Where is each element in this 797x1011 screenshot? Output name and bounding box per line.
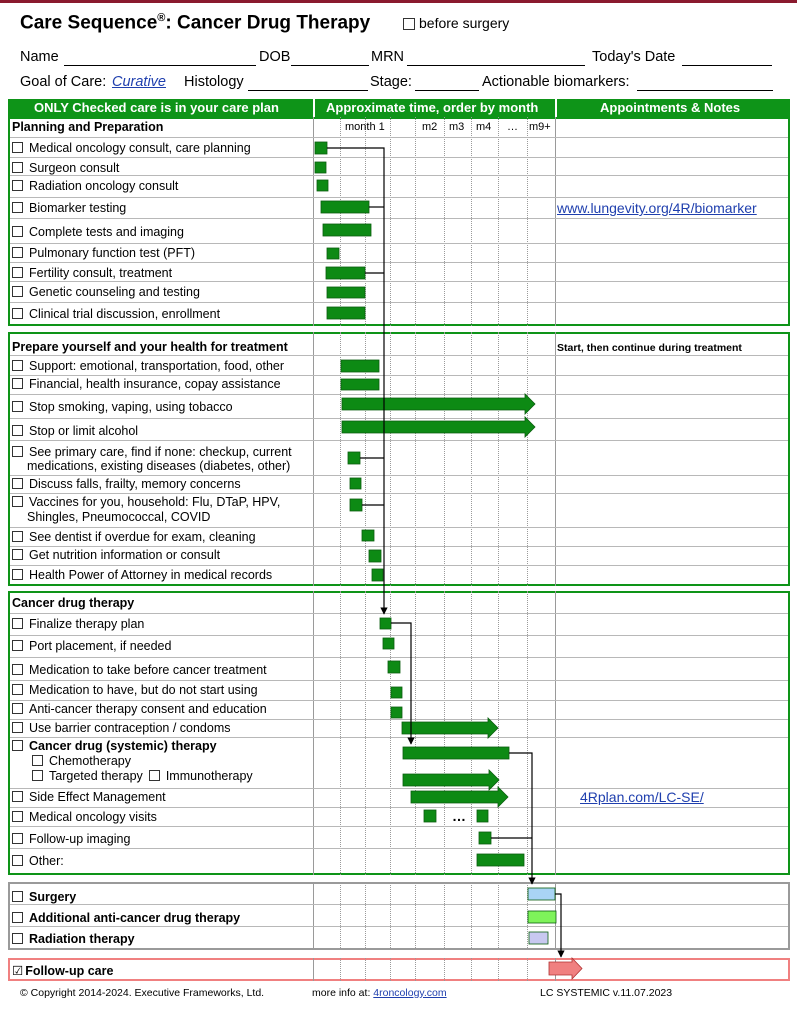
mrn-label: MRN bbox=[371, 49, 405, 65]
month-label: m9+ bbox=[529, 121, 551, 133]
care-item[interactable]: Other: bbox=[12, 855, 64, 868]
care-item[interactable]: Fertility consult, treatment bbox=[12, 267, 172, 280]
care-item[interactable]: Surgeon consult bbox=[12, 162, 119, 175]
timeline-bar bbox=[362, 530, 374, 541]
timeline-arrow bbox=[342, 417, 535, 437]
care-item[interactable]: Use barrier contraception / condoms bbox=[12, 722, 230, 735]
month-label: month 1 bbox=[345, 121, 385, 133]
timeline-bar bbox=[391, 687, 402, 698]
care-item[interactable]: Genetic counseling and testing bbox=[12, 286, 200, 299]
timeline-bar bbox=[341, 379, 379, 390]
month-label: … bbox=[507, 121, 518, 133]
radiation-bar bbox=[529, 932, 548, 944]
care-item[interactable]: Complete tests and imaging bbox=[12, 226, 184, 239]
timeline-arrow bbox=[411, 787, 508, 807]
care-item[interactable]: Pulmonary function test (PFT) bbox=[12, 247, 195, 260]
timeline-bar bbox=[323, 224, 371, 236]
before-surgery-label: before surgery bbox=[419, 15, 510, 31]
timeline-bar bbox=[317, 180, 328, 191]
care-item-surgery[interactable]: Surgery bbox=[12, 890, 76, 904]
care-item[interactable]: Medication to have, but do not start using bbox=[12, 684, 258, 697]
section-title-drug: Cancer drug therapy bbox=[12, 596, 135, 610]
care-item[interactable]: Medical oncology consult, care planning bbox=[12, 142, 251, 155]
stage-label: Stage: bbox=[370, 74, 412, 90]
care-item[interactable]: See dentist if overdue for exam, cleaning bbox=[12, 531, 256, 544]
care-item[interactable]: Medication to take before cancer treatment bbox=[12, 664, 267, 677]
histology-label: Histology bbox=[184, 74, 244, 90]
timeline-bar bbox=[383, 638, 394, 649]
col-plan-header: ONLY Checked care is in your care plan bbox=[34, 100, 279, 115]
dependency-arrow bbox=[555, 894, 561, 957]
timeline-bar bbox=[327, 307, 365, 319]
timeline-bar bbox=[479, 832, 491, 844]
care-item[interactable]: Medical oncology visits bbox=[12, 811, 157, 824]
biomarker-link[interactable]: www.lungevity.org/4R/biomarker bbox=[557, 200, 757, 216]
side-effect-link[interactable]: 4Rplan.com/LC-SE/ bbox=[580, 789, 704, 805]
care-item[interactable]: Biomarker testing bbox=[12, 202, 126, 215]
footer-link[interactable]: 4roncology.com bbox=[373, 987, 447, 999]
footer-more-info: more info at: 4roncology.com bbox=[312, 987, 447, 999]
care-item[interactable]: Stop or limit alcohol bbox=[12, 425, 138, 438]
care-item[interactable]: Follow-up imaging bbox=[12, 833, 130, 846]
additional-therapy-bar bbox=[528, 911, 556, 923]
page-title: Care Sequence®: Cancer Drug Therapy bbox=[20, 12, 371, 34]
name-label: Name bbox=[20, 49, 59, 65]
col-time-header: Approximate time, order by month bbox=[326, 100, 539, 115]
timeline-bar bbox=[403, 747, 509, 759]
dob-label: DOB bbox=[259, 49, 291, 65]
timeline-bar bbox=[369, 550, 381, 562]
care-item-radiation[interactable]: Radiation therapy bbox=[12, 932, 135, 946]
care-item-additional-therapy[interactable]: Additional anti-cancer drug therapy bbox=[12, 911, 240, 925]
timeline-bar bbox=[477, 854, 524, 866]
care-subitem[interactable]: Targeted therapy Immunotherapy bbox=[32, 770, 253, 783]
timeline-bar bbox=[372, 569, 383, 581]
footer-copyright: © Copyright 2014-2024. Executive Frameworks, Ltd. bbox=[20, 987, 265, 999]
timeline-arrow bbox=[342, 394, 535, 414]
timeline-bar bbox=[321, 201, 369, 213]
checked-checkbox[interactable]: ☑ bbox=[12, 964, 24, 978]
todays-date-label: Today's Date bbox=[592, 49, 676, 65]
timeline-bar bbox=[327, 287, 365, 298]
month-label: m4 bbox=[476, 121, 492, 133]
care-item[interactable]: Support: emotional, transportation, food, other bbox=[12, 360, 284, 373]
timeline-bar bbox=[315, 142, 327, 154]
care-item-continued: Shingles, Pneumococcal, COVID bbox=[27, 510, 211, 524]
footer-version: LC SYSTEMIC v.11.07.2023 bbox=[540, 987, 673, 999]
month-label: m2 bbox=[422, 121, 438, 133]
timeline-bar bbox=[424, 810, 436, 822]
care-item[interactable]: Financial, health insurance, copay assistance bbox=[12, 378, 281, 391]
timeline-bar bbox=[477, 810, 488, 822]
care-item[interactable]: Vaccines for you, household: Flu, DTaP, HPV, bbox=[12, 496, 280, 509]
care-subitem[interactable]: Chemotherapy bbox=[32, 755, 131, 768]
section-title-prepare: Prepare yourself and your health for treatment bbox=[12, 340, 288, 354]
care-item[interactable]: See primary care, find if none: checkup, current bbox=[12, 446, 292, 459]
goal-value: Curative bbox=[112, 74, 166, 90]
followup-arrow bbox=[549, 958, 582, 979]
timeline-arrow bbox=[402, 718, 498, 738]
surgery-bar bbox=[528, 888, 555, 900]
timeline-bar bbox=[350, 499, 362, 511]
care-item[interactable]: Finalize therapy plan bbox=[12, 618, 144, 631]
care-item[interactable]: Port placement, if needed bbox=[12, 640, 171, 653]
care-item[interactable]: Discuss falls, frailty, memory concerns bbox=[12, 478, 241, 491]
care-item[interactable]: Anti-cancer therapy consent and education bbox=[12, 703, 267, 716]
care-item[interactable]: Side Effect Management bbox=[12, 791, 166, 804]
care-item-continued: medications, existing diseases (diabetes, other) bbox=[27, 459, 291, 473]
timeline-bar bbox=[326, 267, 365, 279]
goal-label: Goal of Care: bbox=[20, 74, 107, 90]
prepare-note: Start, then continue during treatment bbox=[557, 342, 742, 354]
care-item-followup[interactable]: ☑ Follow-up care bbox=[12, 964, 114, 978]
timeline-arrow bbox=[403, 770, 499, 790]
timeline-bar bbox=[315, 162, 326, 173]
biomarkers-label: Actionable biomarkers: bbox=[482, 74, 630, 90]
care-item[interactable]: Health Power of Attorney in medical records bbox=[12, 569, 272, 582]
section-title-planning: Planning and Preparation bbox=[12, 120, 164, 134]
care-item[interactable]: Get nutrition information or consult bbox=[12, 549, 220, 562]
timeline-bar bbox=[350, 478, 361, 489]
timeline-bar bbox=[388, 661, 400, 673]
care-item[interactable]: Cancer drug (systemic) therapy bbox=[12, 739, 217, 753]
timeline-bar bbox=[348, 452, 360, 464]
timeline-bar bbox=[391, 707, 402, 718]
care-item[interactable]: Clinical trial discussion, enrollment bbox=[12, 308, 220, 321]
care-item[interactable]: Stop smoking, vaping, using tobacco bbox=[12, 401, 233, 414]
timeline-bar bbox=[341, 360, 379, 372]
care-item[interactable]: Radiation oncology consult bbox=[12, 180, 178, 193]
visits-ellipsis: … bbox=[452, 808, 466, 824]
timeline-bar bbox=[327, 248, 339, 259]
month-label: m3 bbox=[449, 121, 465, 133]
col-notes-header: Appointments & Notes bbox=[600, 100, 741, 115]
timeline-bar bbox=[380, 618, 391, 629]
